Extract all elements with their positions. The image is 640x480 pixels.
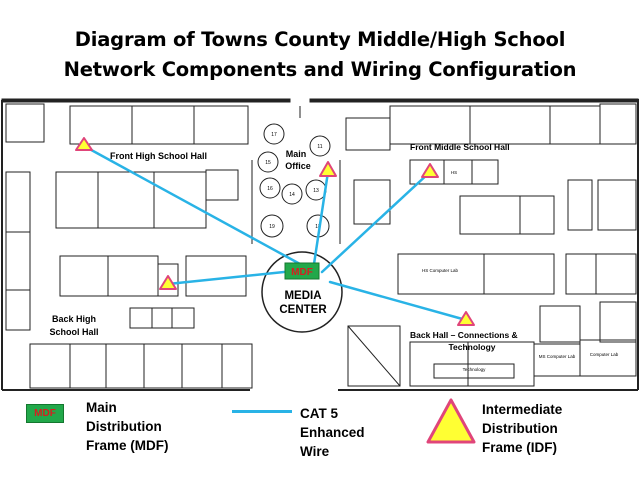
room [144, 344, 182, 388]
room [132, 106, 194, 144]
legend-wire-line-1: CAT 5 [300, 406, 339, 421]
office-room-label: 14 [289, 192, 295, 198]
title-line-1: Diagram of Towns County Middle/High School [74, 28, 566, 51]
label-technology-room: Technology [462, 367, 486, 372]
room [206, 170, 238, 200]
office-room-label: 18 [315, 224, 321, 230]
room [56, 172, 98, 228]
room [60, 256, 108, 296]
room [172, 308, 194, 328]
office-room-label: 15 [265, 160, 271, 166]
room [566, 254, 596, 294]
legend-mdf-swatch: MDF [26, 404, 64, 423]
room-diagonal [348, 326, 400, 386]
idf-front-middle [422, 164, 438, 177]
room [600, 104, 636, 144]
room [460, 196, 520, 234]
room [346, 118, 390, 150]
room [540, 306, 580, 342]
legend-wire-text [300, 404, 365, 461]
room [6, 172, 30, 232]
legend-mdf-line-2: Distribution [86, 419, 162, 434]
room [70, 344, 106, 388]
room [6, 232, 30, 290]
label-back-high-school-hall-1: Back High [51, 314, 97, 324]
room [152, 308, 172, 328]
room [154, 172, 206, 228]
legend-idf-triangle-icon [428, 400, 474, 442]
room [182, 344, 222, 388]
label-back-hall-1: Back Hall – Connections & [410, 330, 518, 340]
room [534, 344, 580, 376]
room [550, 106, 600, 144]
room [70, 106, 132, 144]
legend-idf-line-3: Frame (IDF) [482, 440, 558, 455]
label-back-high-school-hall-2: School Hall [49, 327, 99, 337]
label-small-room: HS [450, 170, 458, 175]
legend-wire-line-3: Wire [300, 444, 330, 459]
label-main-office-1: Main [285, 149, 307, 159]
room [596, 254, 636, 294]
legend-mdf-line-3: Frame (MDF) [86, 438, 169, 453]
room [472, 160, 498, 184]
office-room-label: 19 [269, 224, 275, 230]
label-computer-lab: Computer Lab [589, 352, 619, 357]
legend-idf-line-2: Distribution [482, 421, 558, 436]
room [598, 180, 636, 230]
room [520, 196, 554, 234]
office-room-label: 13 [313, 188, 319, 194]
office-room-label: 17 [271, 132, 277, 138]
room [390, 106, 470, 144]
room [30, 344, 70, 388]
legend-idf-swatch [424, 396, 478, 446]
room [580, 340, 636, 376]
legend-mdf-text [86, 398, 169, 455]
office-room-label: 11 [317, 144, 323, 150]
room [6, 104, 44, 142]
room [6, 290, 30, 330]
label-ms-computer-lab: MS Computer Lab [538, 354, 576, 359]
idf-main-office [320, 162, 336, 176]
label-media-center-1: MEDIA [284, 290, 322, 302]
room [354, 180, 390, 224]
room [398, 254, 484, 294]
room [484, 254, 554, 294]
legend-idf-line-1: Intermediate [482, 402, 563, 417]
room [106, 344, 144, 388]
room [130, 308, 152, 328]
mdf-label: MDF [291, 267, 313, 278]
room [444, 160, 472, 184]
label-main-office-2: Office [285, 161, 311, 171]
room [470, 106, 550, 144]
wire-front-middle [322, 172, 430, 272]
label-hs-computer-lab: HS Computer Lab [421, 268, 459, 273]
room [222, 344, 252, 388]
label-front-high-school-hall: Front High School Hall [110, 151, 207, 161]
legend-wire-line-2: Enhanced [300, 425, 365, 440]
room [568, 180, 592, 230]
office-room-label: 16 [267, 186, 273, 192]
label-front-middle-school-hall: Front Middle School Hall [410, 142, 510, 152]
label-back-hall-2: Technology [448, 342, 496, 352]
legend-idf-text [482, 400, 562, 457]
room [194, 106, 248, 144]
legend-mdf-line-1: Main [86, 400, 117, 415]
legend-wire-swatch [232, 410, 292, 413]
label-media-center-2: CENTER [279, 304, 327, 316]
wall-top-left-thick [2, 99, 290, 102]
room [600, 302, 636, 342]
wall-top-right-thick [310, 99, 638, 102]
room [108, 256, 158, 296]
title-line-2: Network Components and Wiring Configuration [63, 58, 577, 81]
